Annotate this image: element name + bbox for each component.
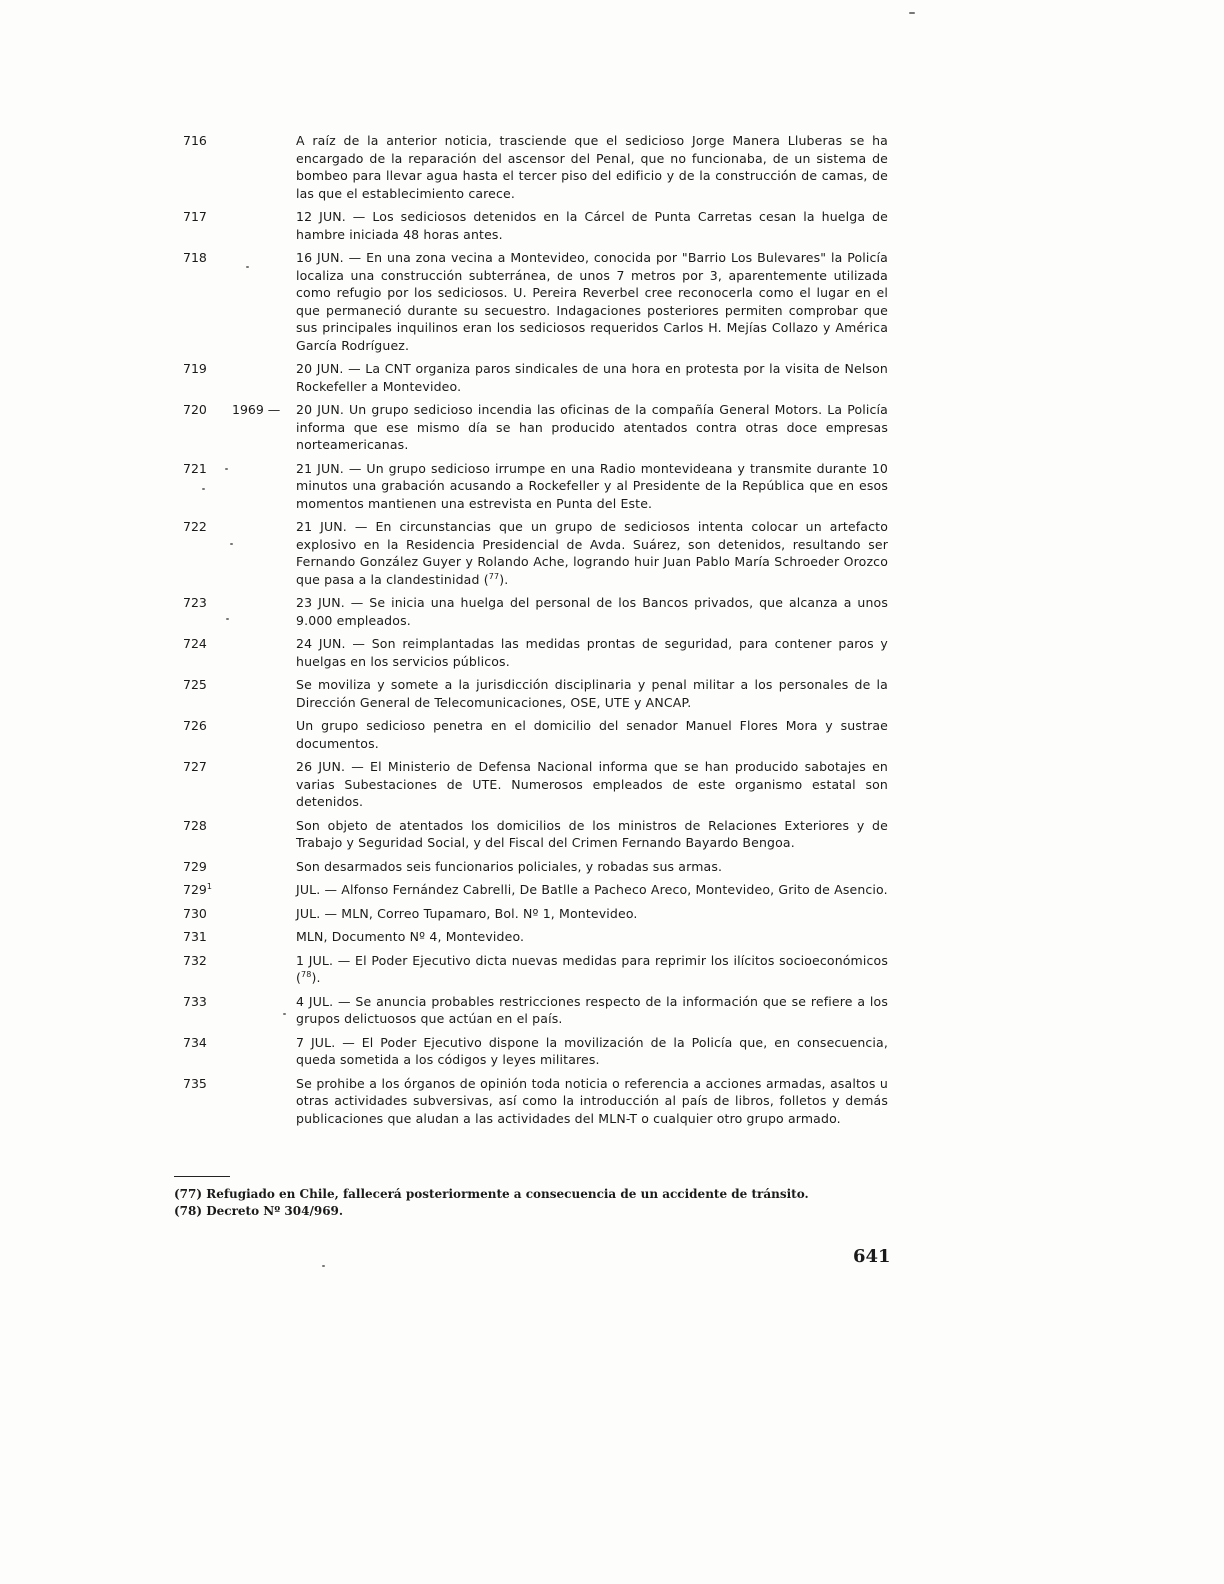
entry-number <box>183 594 233 612</box>
entry-number-value: 729 <box>183 882 207 897</box>
chronology-entry <box>0 905 1224 923</box>
entry-text: 1 JUL. — El Poder Ejecutivo dicta nuevas medidas para reprimir los ilícitos socioeconómicos ($^{78}$). <box>296 952 888 985</box>
entry-number-value: 722 <box>183 519 207 534</box>
entry-text <box>296 1034 888 1069</box>
entry-number-value: 719 <box>183 361 207 376</box>
chronology-entry <box>0 249 1224 354</box>
entry-number <box>183 208 233 226</box>
entry-text-body: JUL. — Alfonso Fernández Cabrelli, De Batlle a Pacheco Areco, Montevideo, Grito de Asencio. <box>296 882 888 897</box>
entry-text <box>296 676 888 711</box>
entry-number-value: 718 <box>183 250 207 265</box>
page-number: 641 <box>853 1246 891 1267</box>
entry-number <box>183 1075 233 1093</box>
entry-text <box>296 881 888 899</box>
entry-text-body: JUL. — MLN, Correo Tupamaro, Bol. Nº 1, Montevideo. <box>296 905 638 921</box>
entry-text-body: 16 JUN. — En una zona vecina a Montevideo, conocida por "Barrio Los Bulevares" la Policía localiza una construcción subterránea, de unos 7 metros por 3, aparentemente utilizada como refugio por los sediciosos. U. Pereira Reverbel cree reconocerla como el lugar en el que permaneció durante su secuestro. Indagaciones posteriores permiten comprobar que sus principales inquilinos eran los sediciosos requeridos Carlos H. Mejías Collazo y América García Rodríguez. <box>296 250 888 353</box>
entry-number <box>183 952 233 970</box>
entry-text <box>296 717 888 752</box>
entry-text <box>296 635 888 670</box>
entry-text <box>296 928 888 946</box>
entry-number-value: 726 <box>183 718 207 733</box>
entry-text-body: A raíz de la anterior noticia, trasciende que el sedicioso Jorge Manera Lluberas se ha encargado de la reparación del ascensor del Penal, que no funcionaba, de un sistema de bombeo para llevar agua hasta el tercer piso del edificio y de la construcción de camas, de las que el establecimiento carece. <box>296 133 888 201</box>
entry-number <box>183 249 233 267</box>
entry-text <box>296 208 888 243</box>
entry-text <box>296 1075 888 1128</box>
entry-text-body: 23 JUN. — Se inicia una huelga del personal de los Bancos privados, que alcanza a unos 9.000 empleados. <box>296 595 888 628</box>
entry-text-body: 26 JUN. — El Ministerio de Defensa Nacional informa que se han producido sabotajes en varias Subestaciones de UTE. Numerosos empleados de este organismo estatal son detenidos. <box>296 759 888 809</box>
entry-number <box>183 881 233 899</box>
entry-text <box>296 758 888 811</box>
scan-speck <box>225 468 228 470</box>
entry-text-body: 20 JUN. Un grupo sedicioso incendia las oficinas de la compañía General Motors. La Policía informa que ese mismo día se han producido atentados contra otras doce empresas norteamericanas. <box>296 402 888 452</box>
entry-number-value: 730 <box>183 905 207 921</box>
scan-speck <box>283 1013 286 1015</box>
footnotes <box>174 1186 894 1220</box>
chronology-entry <box>0 858 1224 876</box>
chronology-entry <box>0 208 1224 243</box>
entry-number-value: 723 <box>183 595 207 610</box>
entry-text-body: 1 JUL. — El Poder Ejecutivo dicta nuevas medidas para reprimir los ilícitos socioeconómicos <box>296 952 888 968</box>
entry-number-value: 720 <box>183 402 207 417</box>
entry-text <box>296 905 888 923</box>
entry-text-body: 24 JUN. — Son reimplantadas las medidas prontas de seguridad, para contener paros y huelgas en los servicios públicos. <box>296 636 888 669</box>
entry-text <box>296 993 888 1028</box>
entry-text <box>296 360 888 395</box>
entry-number <box>183 1034 233 1052</box>
entry-number <box>183 132 233 150</box>
entry-text <box>296 817 888 852</box>
entry-text-body: 7 JUL. — El Poder Ejecutivo dispone la movilización de la Policía que, en consecuencia, queda sometida a los códigos y leyes militares. <box>296 1034 888 1067</box>
scan-speck <box>202 488 205 490</box>
scan-speck <box>230 543 233 545</box>
chronology-entry <box>0 518 1224 588</box>
chronology-entry <box>0 401 1224 454</box>
entry-number-value: 716 <box>183 133 207 148</box>
scan-speck <box>322 1265 325 1267</box>
chronology-entry <box>0 132 1224 202</box>
entry-text-body: Se moviliza y somete a la jurisdicción disciplinaria y penal militar a los personales de la Dirección General de Telecomunicaciones, OSE, UTE y ANCAP. <box>296 677 888 710</box>
footnote-rule <box>174 1176 230 1177</box>
entry-year: 1969 — <box>232 402 281 417</box>
chronology-entry <box>0 993 1224 1028</box>
entry-text-body: Se prohibe a los órganos de opinión toda noticia o referencia a acciones armadas, asaltos u otras actividades subversivas, así como la introducción al país de libros, folletos y demás publicaciones que aludan a las actividades del MLN-T o cualquier otro grupo armado. <box>296 1075 888 1126</box>
chronology-entry <box>0 460 1224 513</box>
entry-number-value: 732 <box>183 952 207 968</box>
entry-number-value: 728 <box>183 817 207 833</box>
entry-text <box>296 594 888 629</box>
entry-text-body: 4 JUL. — Se anuncia probables restricciones respecto de la información que se refiere a los grupos delictuosos que actúan en el país. <box>296 993 888 1026</box>
entry-number <box>183 858 233 876</box>
entry-number-value: 717 <box>183 209 207 224</box>
entry-text-body: Un grupo sedicioso penetra en el domicilio del senador Manuel Flores Mora y sustrae documentos. <box>296 718 888 751</box>
chronology-entry <box>0 881 1224 899</box>
entry-text <box>296 858 888 876</box>
entry-text-body: MLN, Documento Nº 4, Montevideo. <box>296 929 525 944</box>
scan-speck <box>246 266 249 268</box>
chronology-entry <box>0 758 1224 811</box>
entry-number <box>183 758 233 776</box>
footnote-78: (78) Decreto Nº 304/969. <box>174 1204 344 1218</box>
chronology-entry <box>0 1075 1224 1128</box>
entry-number <box>183 676 233 694</box>
entry-number <box>183 905 233 923</box>
entry-number-value: 729 <box>183 858 207 874</box>
entry-number <box>183 518 233 536</box>
entry-number-value: 734 <box>183 1034 207 1050</box>
entry-number-value: 733 <box>183 993 207 1009</box>
entry-text <box>296 460 888 513</box>
entry-text <box>296 401 888 454</box>
entry-number <box>183 635 233 653</box>
scan-speck <box>226 618 229 620</box>
entry-text-body: Son desarmados seis funcionarios policiales, y robadas sus armas. <box>296 858 723 874</box>
entry-text <box>296 249 888 354</box>
entry-text-body: Son objeto de atentados los domicilios de los ministros de Relaciones Exteriores y de Trabajo y Seguridad Social, y del Fiscal del Crimen Fernando Bayardo Bengoa. <box>296 817 888 850</box>
chronology-entries <box>0 132 1224 1133</box>
chronology-entry <box>0 1034 1224 1069</box>
chronology-entry <box>0 676 1224 711</box>
entry-text-body: 12 JUN. — Los sediciosos detenidos en la Cárcel de Punta Carretas cesan la huelga de hambre iniciada 48 horas antes. <box>296 209 888 242</box>
scan-speck <box>909 12 915 14</box>
entry-number-value: 725 <box>183 677 207 692</box>
entry-number-value: 724 <box>183 636 207 651</box>
chronology-entry <box>0 635 1224 670</box>
entry-text <box>296 132 888 202</box>
entry-text-body: 21 JUN. — Un grupo sedicioso irrumpe en una Radio montevideana y transmite durante 10 minutos una grabación acusando a Rockefeller y al Presidente de la República que en esos momentos mantienen una estrevista en Punta del Este. <box>296 460 888 511</box>
chronology-entry <box>0 928 1224 946</box>
entry-text: 21 JUN. — En circunstancias que un grupo de sediciosos intenta colocar un artefacto explosivo en la Residencia Presidencial de Avda. Suárez, son detenidos, resultando ser Fernando González Guyer y Rolando Ache, logrando huir Juan Pablo María Schroeder Orozco que pasa a la clandestinidad ($^{77}$). <box>296 519 888 587</box>
entry-number <box>183 993 233 1011</box>
entry-number <box>183 928 233 946</box>
chronology-entry <box>0 717 1224 752</box>
entry-number <box>183 817 233 835</box>
entry-number <box>183 401 233 419</box>
footnote-77: (77) Refugiado en Chile, fallecerá posteriormente a consecuencia de un accidente de tránsito. <box>174 1187 809 1201</box>
footnote-reference: 78 <box>301 969 312 979</box>
footnote-reference: 77 <box>488 571 500 581</box>
entry-number-value: 721 <box>183 460 207 476</box>
entry-text-body: 20 JUN. — La CNT organiza paros sindicales de una hora en protesta por la visita de Nelson Rockefeller a Montevideo. <box>296 361 888 394</box>
entry-number-superscript: 1 <box>206 881 212 891</box>
chronology-entry <box>0 817 1224 852</box>
chronology-entry <box>0 360 1224 395</box>
entry-number <box>183 717 233 735</box>
entry-number <box>183 360 233 378</box>
entry-number-value: 731 <box>183 929 207 944</box>
entry-number-value: 727 <box>183 759 207 774</box>
entry-number-value: 735 <box>183 1075 207 1091</box>
chronology-entry <box>0 594 1224 629</box>
chronology-entry <box>0 952 1224 987</box>
entry-text-body: 21 JUN. — En circunstancias que un grupo de sediciosos intenta colocar un artefacto explosivo en la Residencia Presidencial de Avda. Suárez, son detenidos, resultando ser Fernando González Guyer y Rolando Ache, logrando huir Juan Pablo María Schroeder Orozco que pasa a la clandestinidad <box>296 519 888 587</box>
